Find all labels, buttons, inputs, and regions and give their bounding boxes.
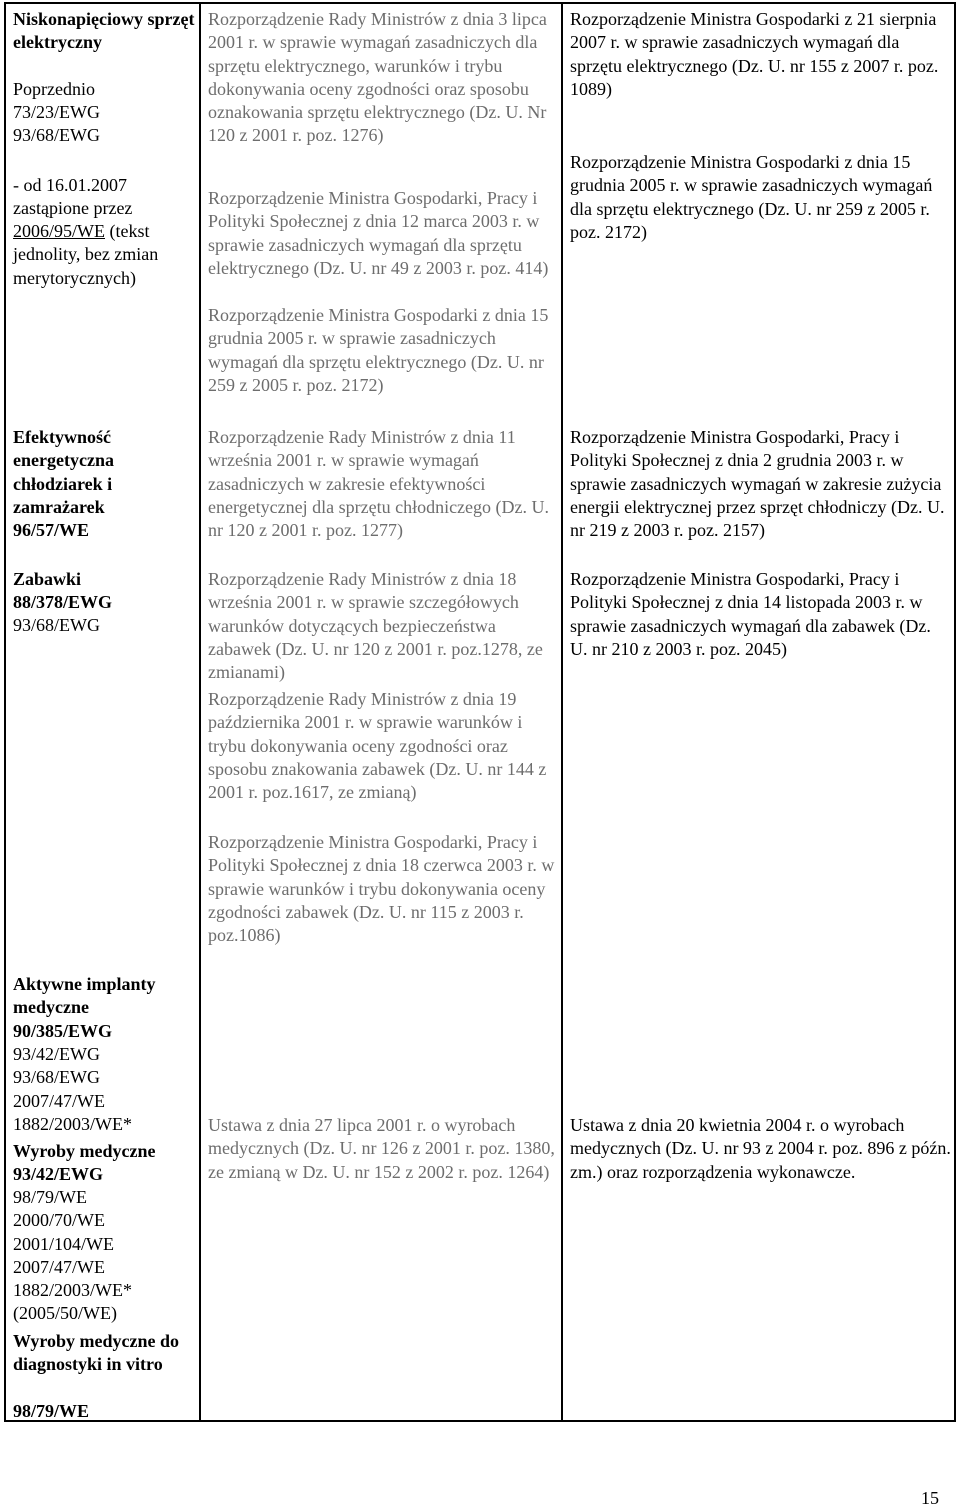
directives-column <box>5 3 200 1421</box>
polish-regulations-2001-column <box>200 3 562 1421</box>
diagnostyka-code: 98/79/WE <box>13 1401 90 1421</box>
col2-regulation-4: Rozporządzenie Rady Ministrów z dnia 11 września 2001 r. w sprawie wymagań zasadniczych w zakresie efektywności energetycznej dla sprzętu chłodniczego (Dz. U. nr 120 z 2001 r. poz. 1277) <box>208 427 550 541</box>
efektywnosc-title: Efektywność energetyczna chłodziarek i zamrażarek <box>13 427 114 517</box>
zabawki-title: Zabawki <box>13 569 82 589</box>
wyroby-code: 93/42/EWG <box>13 1164 104 1184</box>
implanty-title: Aktywne implanty medyczne <box>13 974 156 1018</box>
col2-regulation-6: Rozporządzenie Rady Ministrów z dnia 19 października 2001 r. w sprawie warunków i trybu dokonywania oceny zgodności oraz sposobu znakowania zabawek (Dz. U. nr 144 z 2001 r. poz.1617, ze zmianą) <box>208 689 547 803</box>
col2-regulation-1: Rozporządzenie Rady Ministrów z dnia 3 lipca 2001 r. w sprawie wymagań zasadniczych dla sprzętu elektrycznego, warunków i trybu dokonywania oceny zgodności oraz sposobu oznakowania sprzętu elektrycznego (Dz. U. Nr 120 z 2001 r. poz. 1276) <box>208 9 547 146</box>
niskonapieciowy-from-date: - od 16.01.2007 <box>13 175 127 195</box>
col3-regulation-3: Rozporządzenie Ministra Gospodarki, Pracy i Polityki Społecznej z dnia 2 grudnia 2003 r. w sprawie zasadniczych wymagań w zakresie zużycia energii elektrycznej przez sprzęt chłodniczy (Dz. U. nr 219 z 2003 r. poz. 2157) <box>570 427 945 541</box>
zabawki-extra: 93/68/EWG <box>13 615 100 635</box>
col2-ustawa: Ustawa z dnia 27 lipca 2001 r. o wyrobach medycznych (Dz. U. nr 126 z 2001 r. poz. 1380, ze zmianą w Dz. U. nr 152 z 2002 r. poz. 1264) <box>208 1115 555 1182</box>
implanty-extra: 93/42/EWG 93/68/EWG 2007/47/WE 1882/2003/WE* <box>13 1044 132 1134</box>
col2-regulation-7: Rozporządzenie Ministra Gospodarki, Pracy i Polityki Społecznej z dnia 18 czerwca 2003 r. w sprawie warunków i trybu dokonywania oceny zgodności zabawek (Dz. U. nr 115 z 2003 r. poz.1086) <box>208 832 555 946</box>
col3-regulation-1: Rozporządzenie Ministra Gospodarki z 21 sierpnia 2007 r. w sprawie zasadniczych wymagań dla sprzętu elektrycznego (Dz. U. nr 155 z 2007 r. poz. 1089) <box>570 9 939 99</box>
col2-regulation-5: Rozporządzenie Rady Ministrów z dnia 18 września 2001 r. w sprawie szczegółowych warunków dotyczących bezpieczeństwa zabawek (Dz. U. nr 120 z 2001 r. poz.1278, ze zmianami) <box>208 569 543 683</box>
niskonapieciowy-previous-codes: 73/23/EWG 93/68/EWG <box>13 102 100 146</box>
diagnostyka-title: Wyroby medyczne do diagnostyki in vitro <box>13 1331 179 1375</box>
niskonapieciowy-replaced-by: zastąpione przez <box>13 198 133 218</box>
regulations-table <box>4 2 956 1422</box>
directive-2006-95-link[interactable]: 2006/95/WE <box>13 221 105 241</box>
zabawki-code: 88/378/EWG <box>13 592 113 612</box>
col2-regulation-3: Rozporządzenie Ministra Gospodarki z dnia 15 grudnia 2005 r. w sprawie zasadniczych wymagań dla sprzętu elektrycznego (Dz. U. nr 259 z 2005 r. poz. 2172) <box>208 305 549 395</box>
col2-regulation-2: Rozporządzenie Ministra Gospodarki, Pracy i Polityki Społecznej z dnia 12 marca 2003 r. w sprawie zasadniczych wymagań dla sprzętu elektrycznego (Dz. U. nr 49 z 2003 r. poz. 414) <box>208 188 549 278</box>
implanty-code: 90/385/EWG <box>13 1021 113 1041</box>
polish-regulations-current-column <box>562 3 955 1421</box>
directive-note: (tekst jednolity, bez zmian merytorycznych) <box>13 221 159 288</box>
niskonapieciowy-title: Niskonapięciowy sprzęt elektryczny <box>13 9 195 53</box>
niskonapieciowy-previous-label: Poprzednio <box>13 79 95 99</box>
wyroby-extra: 98/79/WE 2000/70/WE 2001/104/WE 2007/47/WE 1882/2003/WE* (2005/50/WE) <box>13 1187 132 1324</box>
col3-ustawa: Ustawa z dnia 20 kwietnia 2004 r. o wyrobach medycznych (Dz. U. nr 93 z 2004 r. poz. 896 z późn. zm.) oraz rozporządzenia wykonawcze. <box>570 1115 951 1182</box>
niskonapieciowy-directive-text <box>13 220 198 290</box>
page-number: 15 <box>921 1488 939 1508</box>
col3-regulation-4: Rozporządzenie Ministra Gospodarki, Pracy i Polityki Społecznej z dnia 14 listopada 2003 r. w sprawie zasadniczych wymagań dla zabawek (Dz. U. nr 210 z 2003 r. poz. 2045) <box>570 569 931 659</box>
efektywnosc-code: 96/57/WE <box>13 520 90 540</box>
wyroby-title: Wyroby medyczne <box>13 1141 156 1161</box>
col3-regulation-2: Rozporządzenie Ministra Gospodarki z dnia 15 grudnia 2005 r. w sprawie zasadniczych wymagań dla sprzętu elektrycznego (Dz. U. nr 259 z 2005 r. poz. 2172) <box>570 152 933 242</box>
